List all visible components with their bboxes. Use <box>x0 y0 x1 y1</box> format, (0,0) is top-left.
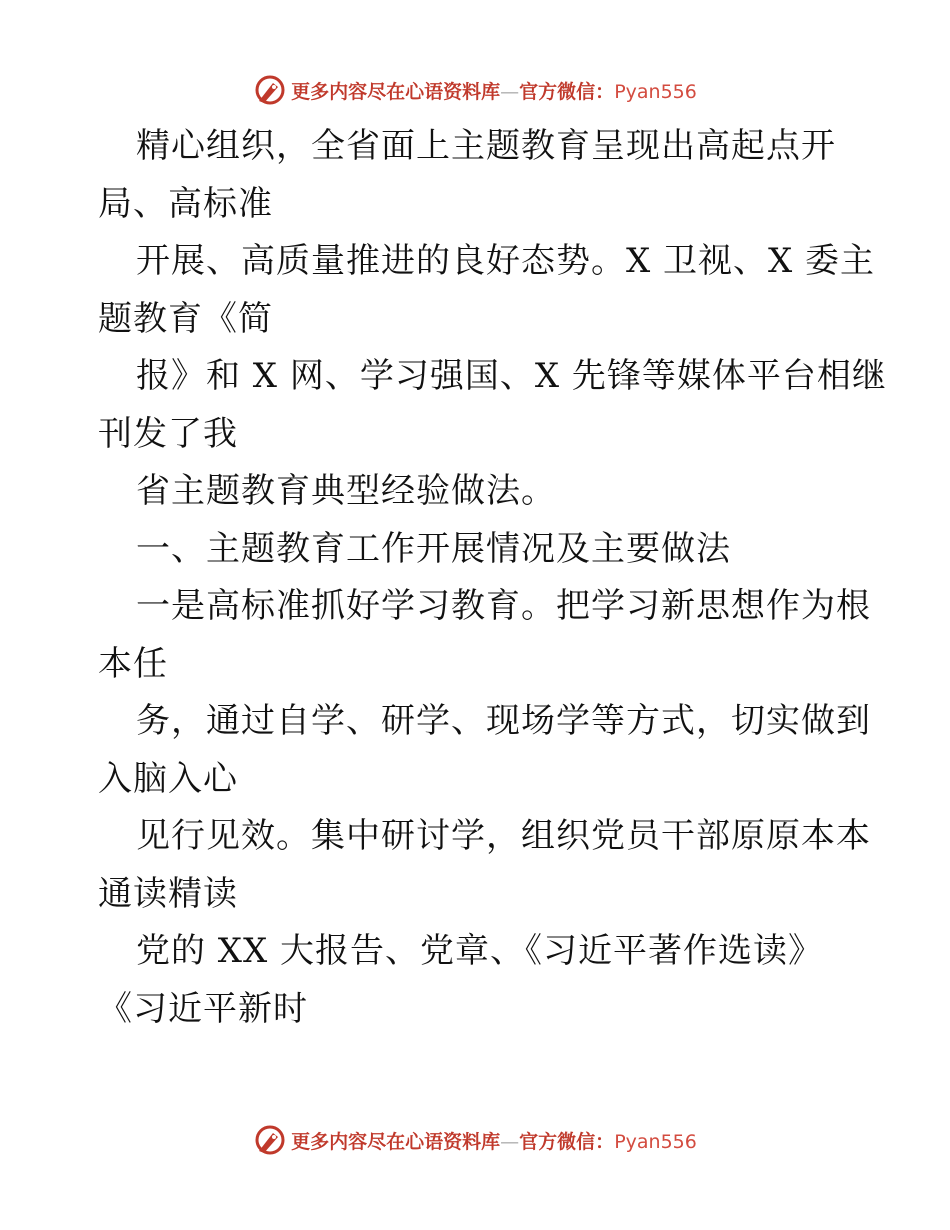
text-line: 开展、高质量推进的良好态势。X 卫视、X 委主 <box>136 241 876 281</box>
text-line: 一是高标准抓好学习教育。把学习新思想作为根 <box>136 586 871 626</box>
pen-nib-circle-icon <box>253 73 287 107</box>
document-body <box>98 118 887 1038</box>
text-line: 见行见效。集中研讨学，组织党员干部原原本本 <box>136 816 871 856</box>
text-line: 通读精读 <box>98 873 238 914</box>
header-watermark <box>0 70 950 110</box>
text-line: 入脑入心 <box>98 758 238 799</box>
text-line: 《习近平新时 <box>98 988 308 1029</box>
watermark-text: 更多内容尽在心语资料库—官方微信：Pyan556 <box>291 80 697 103</box>
watermark-text: 更多内容尽在心语资料库—官方微信：Pyan556 <box>291 1130 697 1153</box>
text-line: 一、主题教育工作开展情况及主要做法 <box>136 528 731 569</box>
text-line: 局、高标准 <box>98 183 273 224</box>
text-line: 报》和 X 网、学习强国、X 先锋等媒体平台相继 <box>136 356 887 396</box>
pen-nib-circle-icon <box>253 1123 287 1157</box>
text-line: 刊发了我 <box>98 413 238 454</box>
text-line: 题教育《简 <box>98 298 273 339</box>
text-line: 本任 <box>98 643 168 684</box>
text-line: 党的 XX 大报告、党章、《习近平著作选读》 <box>136 931 824 971</box>
text-line: 省主题教育典型经验做法。 <box>136 471 556 511</box>
footer-watermark <box>0 1120 950 1160</box>
text-line: 精心组织，全省面上主题教育呈现出高起点开 <box>136 126 836 166</box>
text-line: 务，通过自学、研学、现场学等方式，切实做到 <box>136 701 871 741</box>
